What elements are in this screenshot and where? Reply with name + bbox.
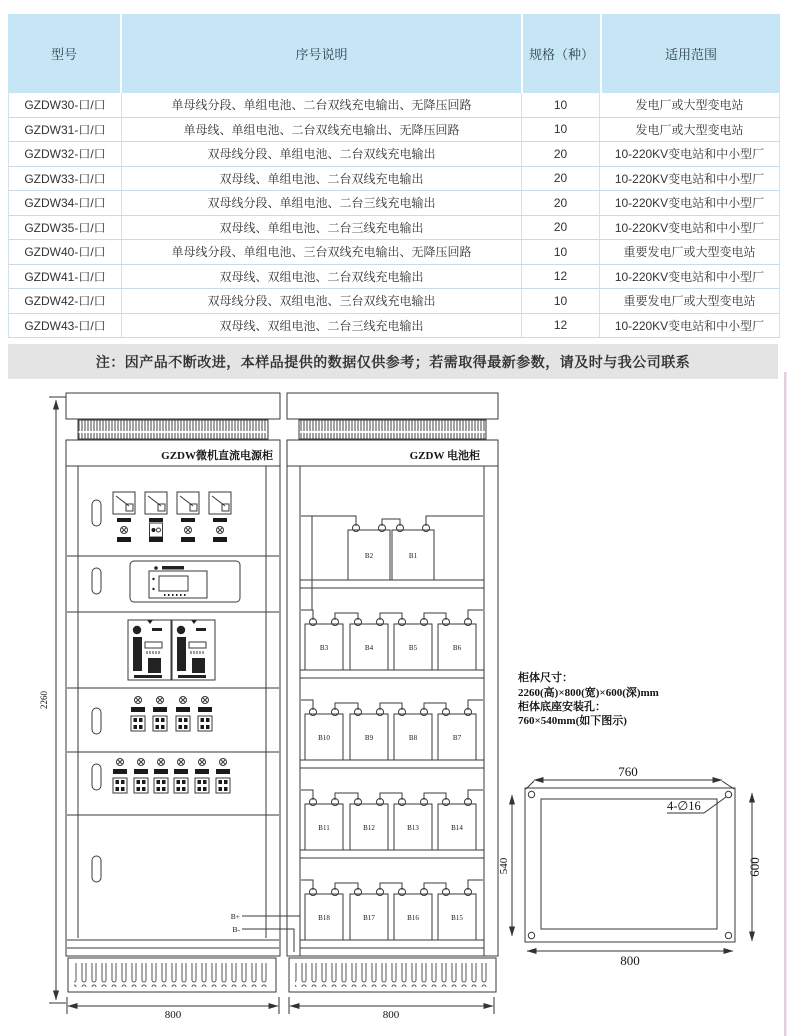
table-cell: GZDW33-口/口: [9, 167, 122, 191]
table-row: [9, 93, 780, 118]
battery-label: B8: [408, 734, 418, 742]
power-cabinet-width-dim: 800: [164, 1009, 182, 1021]
spec-line-3: 柜体底座安装孔：: [518, 701, 606, 713]
battery-label: B12: [363, 824, 375, 832]
table-cell: 双母线分段、单组电池、二台三线充电输出: [122, 191, 522, 215]
power-cabinet-drawing: [66, 393, 300, 992]
battery-label: B9: [364, 734, 374, 742]
table-cell: GZDW40-口/口: [9, 240, 122, 264]
spec-line-2: 2260(高)×800(宽)×600(深)mm: [518, 687, 659, 699]
table-cell: 12: [522, 265, 600, 289]
cabinet-height-dim: 2260: [39, 691, 49, 709]
battery-cabinet-drawing: [287, 393, 498, 992]
table-cell: 10-220KV变电站和中小型厂: [600, 167, 780, 191]
battery-link-wire: [424, 793, 446, 800]
breaker-row-4: [131, 697, 212, 732]
table-row: [9, 191, 780, 216]
bus-negative-label: B-: [232, 925, 240, 934]
mounting-right-dim: 600: [747, 857, 762, 877]
battery-link-wire: [380, 613, 402, 620]
table-cell: 10-220KV变电站和中小型厂: [600, 191, 780, 215]
battery-end-wire: [426, 516, 483, 526]
mounting-hole: [528, 791, 534, 797]
mounting-hole: [528, 932, 534, 938]
table-row: [9, 265, 780, 290]
battery-label: B5: [408, 644, 418, 652]
table-cell: 双母线、双组电池、二台双线充电输出: [122, 265, 522, 289]
table-cell: 10: [522, 93, 600, 117]
table-row: [9, 314, 780, 339]
battery-shelves: [300, 516, 484, 948]
battery-label: B15: [451, 914, 463, 922]
charger-modules: [128, 620, 215, 680]
battery-label: B6: [452, 644, 462, 652]
battery-label: B16: [407, 914, 419, 922]
table-cell: GZDW41-口/口: [9, 265, 122, 289]
mounting-bottom-dim: 800: [620, 953, 640, 968]
table-cell: 双母线分段、单组电池、二台双线充电输出: [122, 142, 522, 166]
battery-end-wire: [468, 790, 483, 800]
table-cell: GZDW43-口/口: [9, 314, 122, 338]
battery-label: B18: [318, 914, 330, 922]
battery-link-wire: [382, 519, 400, 526]
table-cell: 10: [522, 289, 600, 313]
table-cell: 单母线分段、单组电池、二台双线充电输出、无降压回路: [122, 93, 522, 117]
table-row: [9, 216, 780, 241]
table-cell: 10-220KV变电站和中小型厂: [600, 314, 780, 338]
table-cell: 双母线、单组电池、二台三线充电输出: [122, 216, 522, 240]
spec-line-4: 760×540mm(如下图示): [518, 715, 627, 727]
table-row: [9, 142, 780, 167]
battery-label: B2: [364, 552, 374, 560]
col-header-spec-count: 规格（种）: [523, 14, 602, 93]
spec-table-body: [8, 93, 780, 338]
table-cell: 10-220KV变电站和中小型厂: [600, 216, 780, 240]
table-cell: 发电厂或大型变电站: [600, 118, 780, 142]
battery-link-wire: [424, 613, 446, 620]
note-text: 注：因产品不断改进，本样品提供的数据仅供参考；若需取得最新参数，请及时与我公司联系: [95, 353, 691, 370]
spec-line-1: 柜体尺寸：: [518, 672, 573, 684]
bus-positive-label: B+: [230, 912, 240, 921]
table-cell: GZDW42-口/口: [9, 289, 122, 313]
battery-end-wire: [468, 700, 483, 710]
battery-label: B7: [452, 734, 462, 742]
table-cell: 12: [522, 314, 600, 338]
battery-label: B4: [364, 644, 374, 652]
battery-link-wire: [380, 793, 402, 800]
mounting-hole-diagram: [498, 764, 762, 968]
col-header-application: 适用范围: [664, 47, 717, 62]
battery-label: B13: [407, 824, 419, 832]
table-cell: GZDW32-口/口: [9, 142, 122, 166]
table-cell: 发电厂或大型变电站: [600, 93, 780, 117]
battery-end-wire: [468, 610, 483, 620]
door-handle: [92, 500, 101, 526]
battery-label: B1: [408, 552, 418, 560]
battery-link-wire: [424, 883, 446, 890]
table-cell: 单母线、单组电池、二台双线充电输出、无降压回路: [122, 118, 522, 142]
table-cell: 10-220KV变电站和中小型厂: [600, 265, 780, 289]
battery-cabinet-width-dim: 800: [382, 1009, 400, 1021]
mounting-holes-label: 4-∅16: [667, 799, 701, 813]
table-cell: 20: [522, 142, 600, 166]
table-header: [8, 14, 780, 93]
mounting-hole: [725, 791, 731, 797]
table-row: [9, 167, 780, 192]
battery-link-wire: [380, 883, 402, 890]
battery-label: B14: [451, 824, 463, 832]
meter-panel: [113, 492, 231, 542]
power-cabinet-title: GZDW微机直流电源柜: [161, 450, 273, 462]
battery-link-wire: [424, 703, 446, 710]
table-cell: 10: [522, 118, 600, 142]
door-handle: [92, 708, 101, 734]
table-cell: 20: [522, 216, 600, 240]
bus-positive-cable: [242, 916, 300, 952]
door-handle: [92, 568, 101, 594]
table-cell: 10: [522, 240, 600, 264]
battery-link-wire: [335, 703, 358, 710]
table-cell: 20: [522, 191, 600, 215]
table-cell: GZDW31-口/口: [9, 118, 122, 142]
table-cell: 重要发电厂或大型变电站: [600, 289, 780, 313]
note-bar: [8, 344, 778, 379]
table-row: [9, 289, 780, 314]
mounting-left-dim: 540: [498, 857, 510, 875]
table-cell: 双母线、单组电池、二台双线充电输出: [122, 167, 522, 191]
spec-table: [8, 14, 780, 338]
battery-label: B17: [363, 914, 375, 922]
battery-link-wire: [380, 703, 402, 710]
mounting-hole: [725, 932, 731, 938]
col-header-model: 型号: [8, 14, 122, 93]
table-row: [9, 118, 780, 143]
battery-link-wire: [335, 883, 358, 890]
page-edge-line: [784, 372, 787, 1036]
battery-label: B10: [318, 734, 330, 742]
table-cell: GZDW34-口/口: [9, 191, 122, 215]
battery-label: B3: [319, 644, 329, 652]
table-row: [9, 240, 780, 265]
table-cell: 单母线分段、单组电池、三台双线充电输出、无降压回路: [122, 240, 522, 264]
battery-label: B11: [318, 824, 330, 832]
table-cell: 双母线、双组电池、二台三线充电输出: [122, 314, 522, 338]
door-handle: [92, 856, 101, 882]
table-cell: GZDW35-口/口: [9, 216, 122, 240]
door-handle: [92, 764, 101, 790]
table-cell: 双母线分段、双组电池、三台双线充电输出: [122, 289, 522, 313]
table-cell: 重要发电厂或大型变电站: [600, 240, 780, 264]
breaker-row-6: [113, 759, 230, 794]
table-cell: 20: [522, 167, 600, 191]
battery-cabinet-title: GZDW 电池柜: [409, 450, 480, 462]
cabinet-specs-text: [518, 670, 659, 727]
monitor-unit: [130, 561, 240, 602]
battery-end-wire: [468, 880, 483, 890]
battery-end-wire: [301, 516, 356, 526]
battery-link-wire: [335, 793, 358, 800]
battery-link-wire: [335, 613, 358, 620]
mounting-top-dim: 760: [618, 764, 638, 779]
col-header-description: 序号说明: [122, 14, 523, 93]
table-cell: GZDW30-口/口: [9, 93, 122, 117]
table-cell: 10-220KV变电站和中小型厂: [600, 142, 780, 166]
